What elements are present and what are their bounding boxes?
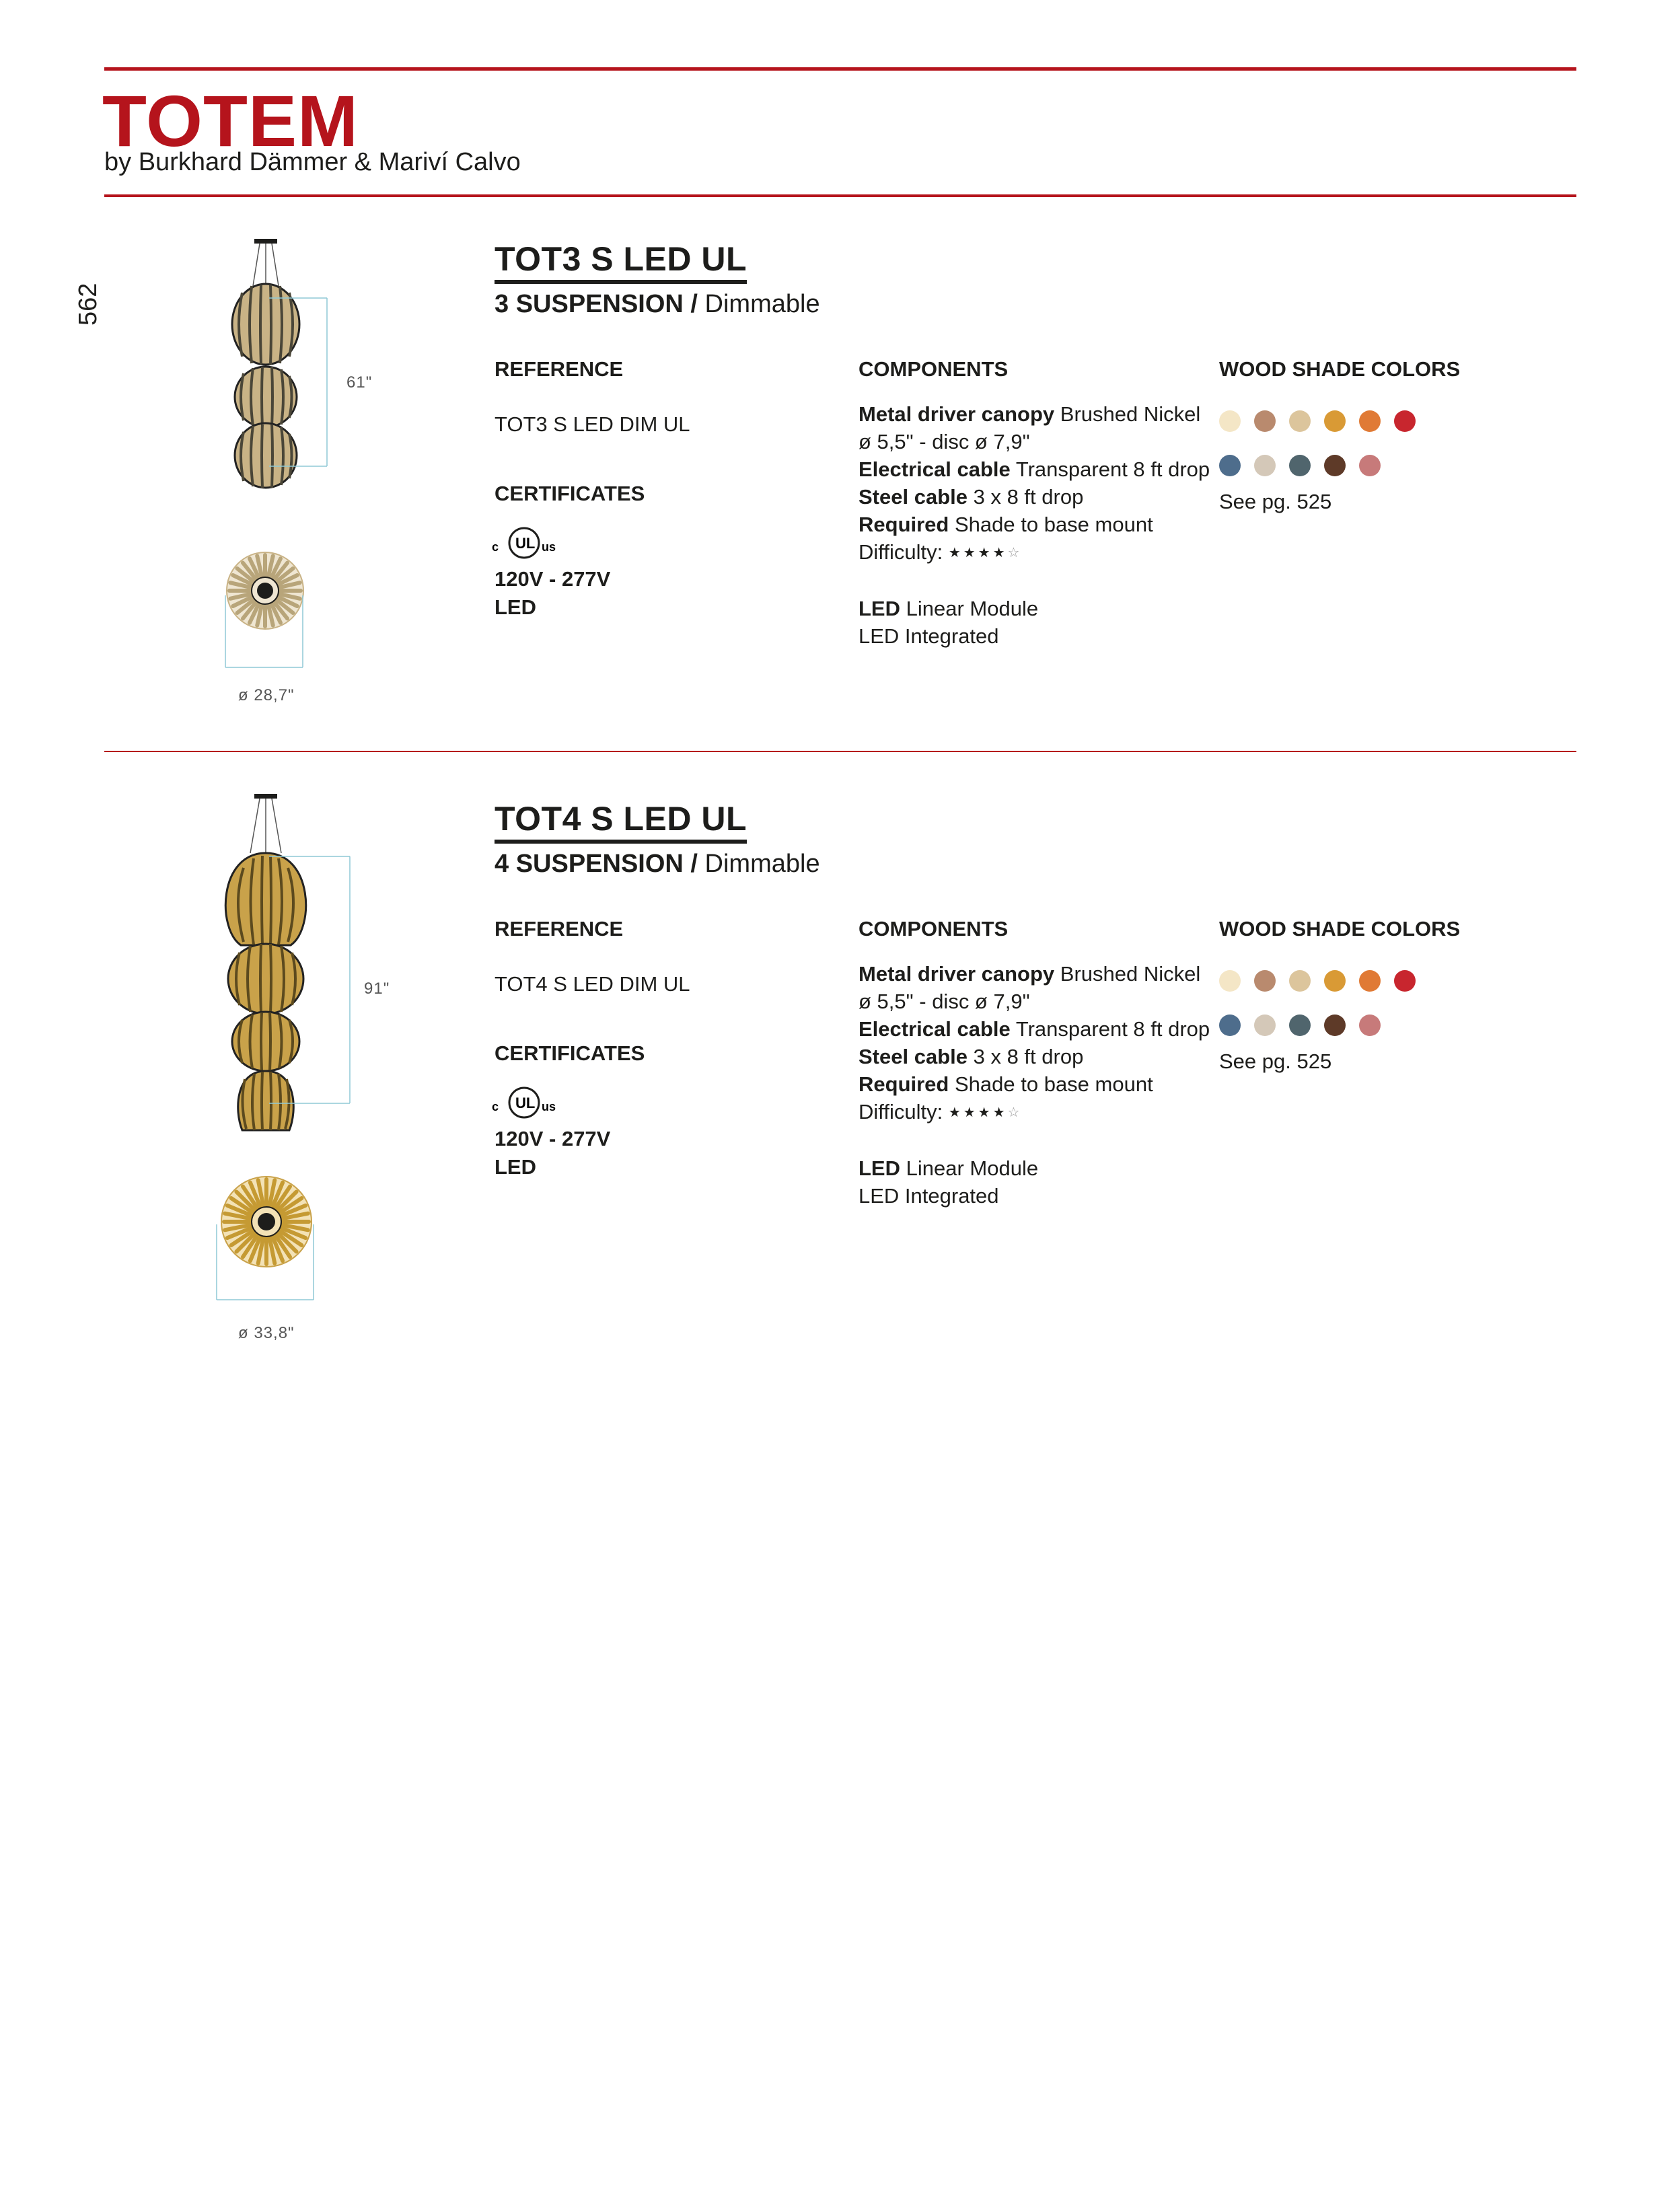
tot3-dimmable: Dimmable <box>704 290 820 318</box>
tot3-height-label: 61" <box>346 373 373 392</box>
tot4-voltage: 120V - 277V <box>495 1127 611 1150</box>
ul-mark-c: c <box>492 1100 499 1113</box>
color-swatch <box>1289 455 1311 476</box>
ul-mark-us: us <box>542 1100 556 1113</box>
color-swatch <box>1324 455 1346 476</box>
designer-credit: by Burkhard Dämmer & Mariví Calvo <box>104 148 521 176</box>
tot4-color-swatches <box>1219 970 1421 1051</box>
ul-mark-c: c <box>492 540 499 554</box>
canopy-dims-line: ø 5,5" - disc ø 7,9" <box>859 990 1030 1013</box>
tot4-wood-colors-label: WOOD SHADE COLORS <box>1219 917 1461 941</box>
led-integrated-line: LED Integrated <box>859 624 999 648</box>
ul-certification-icon <box>492 523 566 563</box>
tot3-light-source: LED <box>495 595 536 619</box>
tot4-illustration <box>195 794 437 1352</box>
ul-certification-icon <box>492 1082 566 1123</box>
required-line: Required Shade to base mount <box>859 1072 1153 1096</box>
page-number: 562 <box>74 283 102 326</box>
canopy-dims-line: ø 5,5" - disc ø 7,9" <box>859 430 1030 453</box>
tot4-side-view <box>225 794 305 1130</box>
tot4-reference-value: TOT4 S LED DIM UL <box>495 972 690 996</box>
product-divider <box>104 751 1576 752</box>
color-swatch <box>1254 970 1276 992</box>
tot3-reference-label: REFERENCE <box>495 357 624 381</box>
color-swatch <box>1359 1015 1381 1036</box>
color-swatch <box>1324 410 1346 432</box>
difficulty-stars-icon: ★★★★ <box>948 546 1008 560</box>
color-swatch <box>1359 455 1381 476</box>
tot3-certificates-label: CERTIFICATES <box>495 482 645 505</box>
tot3-colors-page-ref: See pg. 525 <box>1219 490 1332 513</box>
color-swatch <box>1289 970 1311 992</box>
difficulty-stars-icon: ★★★★ <box>948 1105 1008 1120</box>
tot3-product-title: TOT3 S LED UL <box>495 242 747 284</box>
color-swatch <box>1359 970 1381 992</box>
color-swatch <box>1289 1015 1311 1036</box>
electrical-cable-line: Electrical cable Transparent 8 ft drop <box>859 457 1210 481</box>
color-swatch <box>1219 455 1241 476</box>
tot3-suspension-type: 3 SUSPENSION / <box>495 290 698 318</box>
color-swatch <box>1254 1015 1276 1036</box>
tot4-diameter-label: ø 33,8" <box>238 1324 295 1342</box>
tot4-reference-label: REFERENCE <box>495 917 624 941</box>
tot4-height-label: 91" <box>364 980 390 998</box>
color-swatch <box>1219 970 1241 992</box>
canopy-line: Metal driver canopy Brushed Nickel <box>859 962 1201 986</box>
tot4-dimmable: Dimmable <box>704 850 820 878</box>
tot3-voltage: 120V - 277V <box>495 567 611 591</box>
required-line: Required Shade to base mount <box>859 513 1153 536</box>
tot3-color-swatches <box>1219 410 1421 491</box>
tot3-product-subtitle <box>495 291 820 317</box>
color-swatch <box>1394 410 1416 432</box>
steel-cable-line: Steel cable 3 x 8 ft drop <box>859 485 1084 509</box>
led-line: LED Linear Module <box>859 1156 1039 1180</box>
tot4-certificates-label: CERTIFICATES <box>495 1041 645 1065</box>
tot3-wood-colors-label: WOOD SHADE COLORS <box>1219 357 1461 381</box>
color-swatch <box>1324 970 1346 992</box>
tot3-diameter-label: ø 28,7" <box>238 686 295 704</box>
tot4-components-label: COMPONENTS <box>859 917 1009 941</box>
tot3-components-list <box>859 400 1210 650</box>
led-integrated-line: LED Integrated <box>859 1184 999 1208</box>
tot3-reference-value: TOT3 S LED DIM UL <box>495 412 690 436</box>
tot4-colors-page-ref: See pg. 525 <box>1219 1049 1332 1073</box>
product-tot3 <box>0 239 1680 737</box>
header-top-rule <box>104 67 1576 71</box>
tot4-top-view <box>221 1177 312 1267</box>
tot4-components-list <box>859 960 1210 1210</box>
color-swatch <box>1394 970 1416 992</box>
tot4-product-subtitle <box>495 851 820 877</box>
color-swatch <box>1289 410 1311 432</box>
electrical-cable-line: Electrical cable Transparent 8 ft drop <box>859 1017 1210 1041</box>
difficulty-empty-star-icon: ☆ <box>1007 546 1023 560</box>
ul-mark-ul: UL <box>515 535 536 552</box>
tot3-components-label: COMPONENTS <box>859 357 1009 381</box>
steel-cable-line: Steel cable 3 x 8 ft drop <box>859 1045 1084 1068</box>
difficulty-line: Difficulty: ★★★★☆ <box>859 1100 1023 1123</box>
header-bottom-rule <box>104 194 1576 197</box>
color-swatch <box>1324 1015 1346 1036</box>
color-swatch <box>1254 410 1276 432</box>
color-swatch <box>1219 1015 1241 1036</box>
tot4-product-title: TOT4 S LED UL <box>495 802 747 844</box>
tot3-illustration <box>195 239 437 710</box>
tot3-top-view <box>227 552 303 629</box>
canopy-line: Metal driver canopy Brushed Nickel <box>859 402 1201 426</box>
tot4-suspension-type: 4 SUSPENSION / <box>495 850 698 878</box>
tot3-side-view <box>232 239 299 488</box>
ul-mark-ul: UL <box>515 1095 536 1111</box>
ul-mark-us: us <box>542 540 556 554</box>
tot4-light-source: LED <box>495 1155 536 1179</box>
difficulty-line: Difficulty: ★★★★☆ <box>859 540 1023 564</box>
page-title: TOTEM <box>102 80 359 161</box>
product-tot4 <box>0 794 1680 1372</box>
led-line: LED Linear Module <box>859 597 1039 620</box>
color-swatch <box>1359 410 1381 432</box>
difficulty-empty-star-icon: ☆ <box>1007 1105 1023 1120</box>
color-swatch <box>1219 410 1241 432</box>
color-swatch <box>1254 455 1276 476</box>
